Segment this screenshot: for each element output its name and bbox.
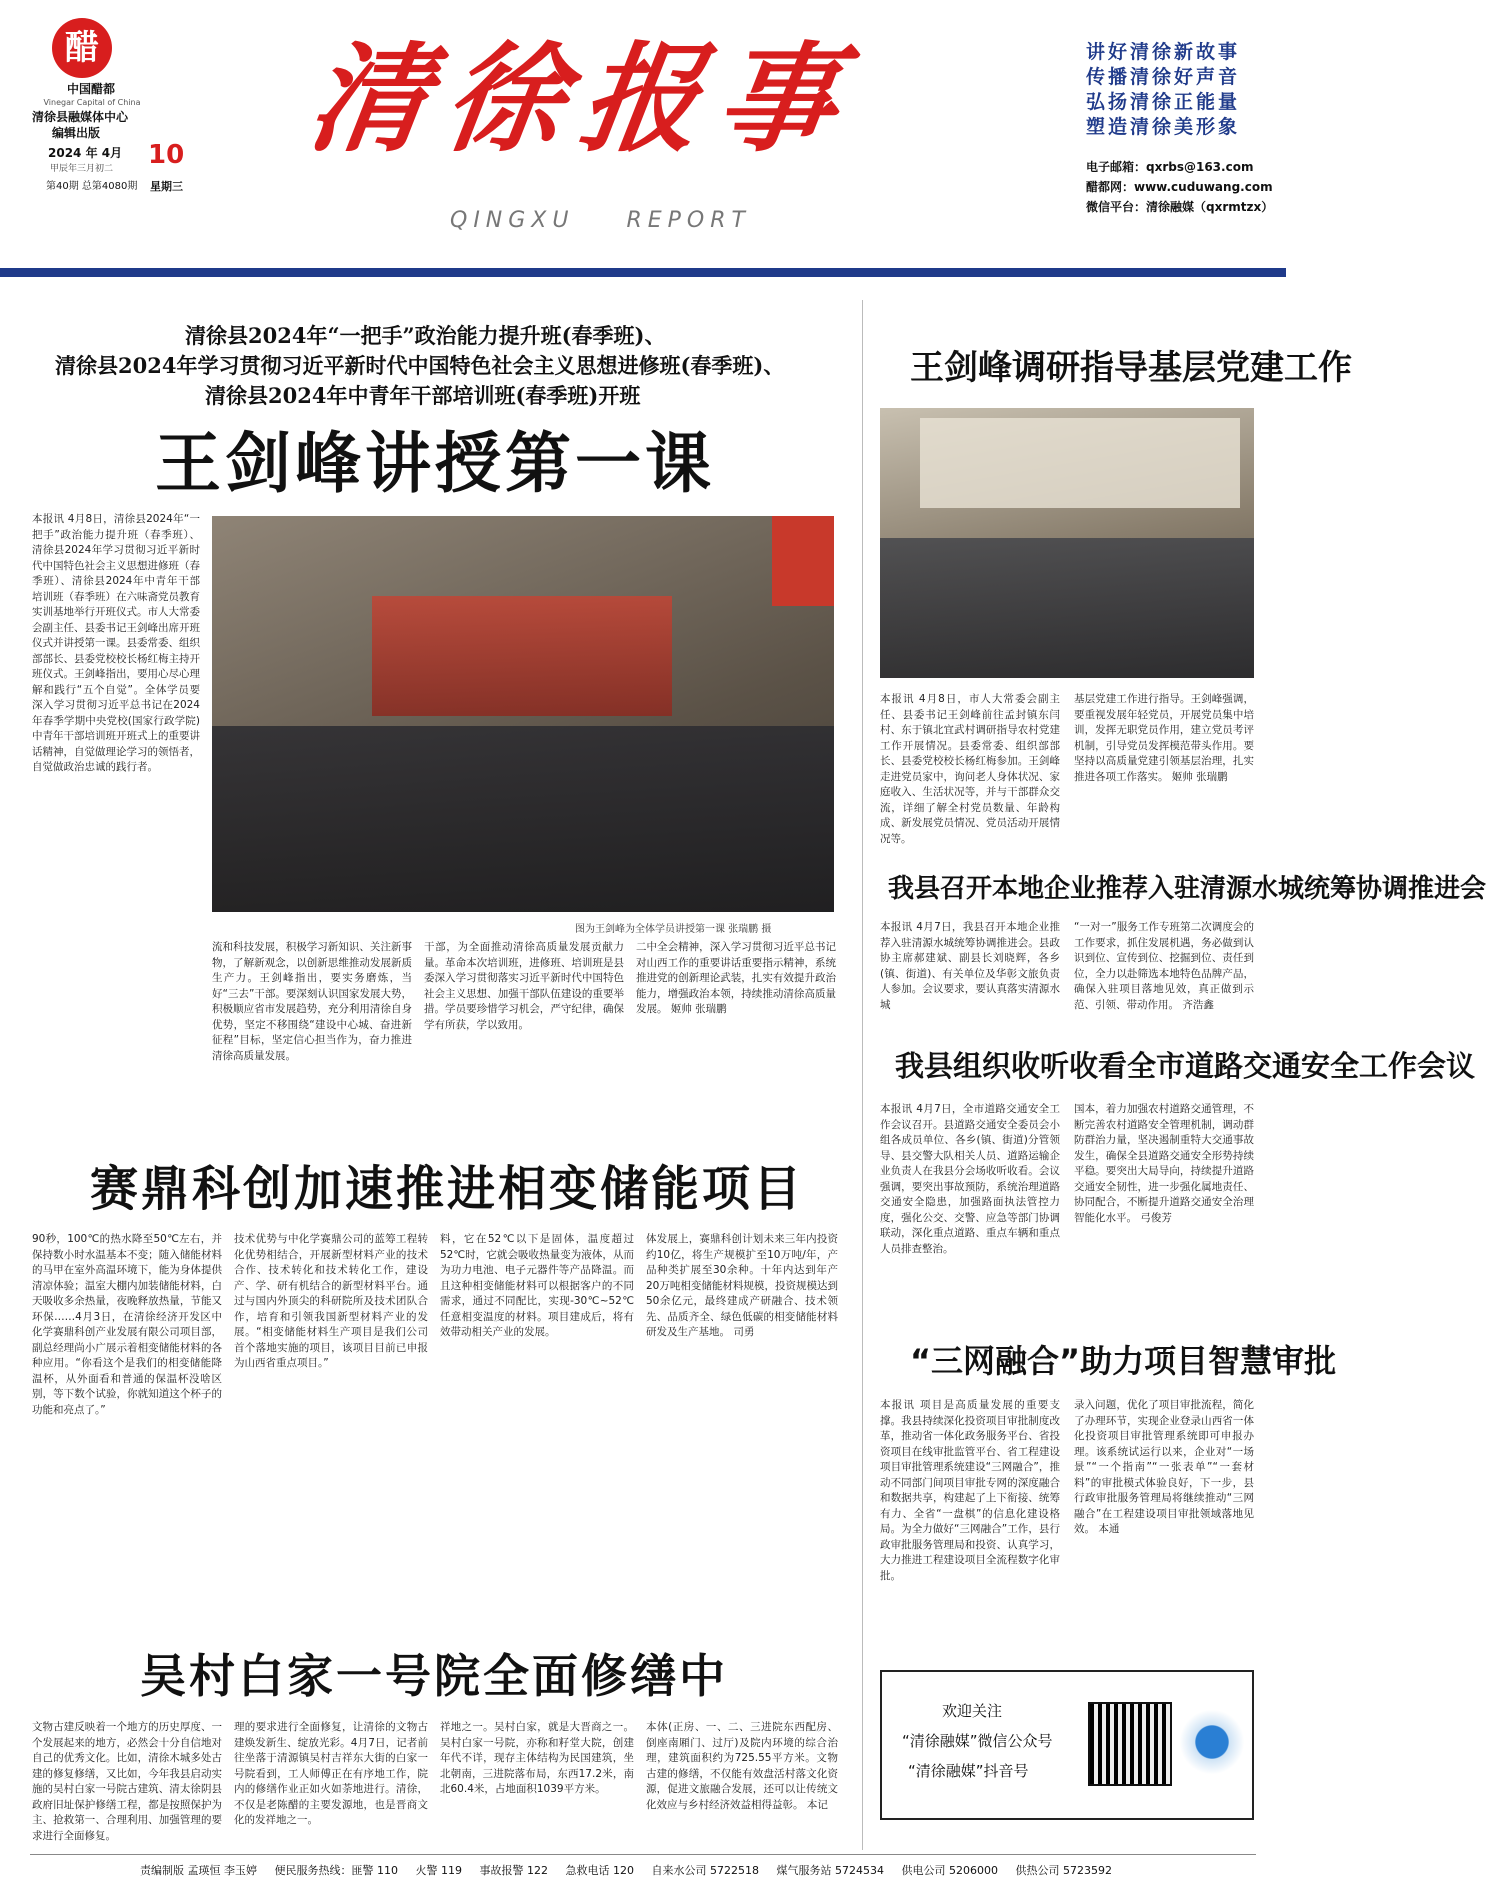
slogan-2: 传播清徐好声音: [1086, 66, 1241, 88]
right1-col-1: 本报讯 4月8日，市人大常委会副主任、县委书记王剑峰前往孟封镇东闫村、东于镇北宜武村调研指导农村党建工作开展情况。县委常委、组织部部长、县委党校校长杨红梅参加。王剑峰走进党员家中，询问老人身体状况、家庭收入、生活状况等，并与干部群众交流，详细了解全村党员数量、年龄构成、新发展党员情况、党员活动开展情况等。: [880, 693, 1060, 845]
right1-photo: [880, 408, 1254, 678]
footer-hotline-2: 火警 119: [415, 1864, 462, 1877]
city-brand: 中国醋都: [66, 82, 115, 96]
footer-divider: [30, 1854, 1256, 1855]
lead-col-4: 二中全会精神，深入学习贯彻习近平总书记对山西工作的重要讲话重要指示精神，系统推进党的创新理论武装，扎实有效提升政治能力，增强政治本领，持续推动清徐高质量发展。 姬帅 张瑞鹏: [636, 941, 836, 1015]
right4-headline: “三网融合”助力项目智慧审批: [910, 1342, 1337, 1380]
footer-hotline-3: 事故报警 122: [479, 1864, 548, 1877]
footer: [140, 1864, 1126, 1878]
article2-col-3: 料，它在52℃以下是固体，温度超过52℃时，它就会吸收热量变为液体，从而为功力电池、电子元器件等产品降温。而且这种相变储能材料可以根据客户的不同需求，通过不同配比，实现-30℃~52℃任意相变温度的材料。项目建成后，将有效带动相关产业的发展。: [440, 1233, 634, 1338]
promo-line-1: 欢迎关注: [942, 1702, 1003, 1720]
lead-subtitle-2: 清徐县2024年学习贯彻习近平新时代中国特色社会主义思想进修班(春季班)、: [55, 353, 785, 378]
issue-day: 10: [148, 140, 185, 170]
footer-hotline-4: 急救电话 120: [565, 1864, 634, 1877]
footer-hotline-5: 自来水公司 5722518: [651, 1864, 759, 1877]
lead-col-3: 干部，为全面推动清徐高质量发展贡献力量。革命本次培训班，进修班、培训班是县委深入学习贯彻落实习近平新时代中国特色社会主义思想、加强干部队伍建设的重要举措。学员要珍惜学习机会，严守纪律，确保学有所获，学以致用。: [424, 941, 624, 1031]
article3-col-3: 祥地之一。吴村白家，就是大晋商之一。吴村白家一号院，亦称和籽堂大院，创建年代不详，现存主体结构为民国建筑，坐北朝南，三进院落布局，东西17.2米，南北60.4米，占地面积1039平方米。: [440, 1721, 634, 1795]
masthead-title-en: QINGXU REPORT: [450, 208, 751, 233]
masthead-divider: [0, 268, 1286, 277]
right2-headline: 我县召开本地企业推荐入驻清源水城统筹协调推进会: [888, 874, 1486, 904]
weekday: 星期三: [150, 180, 183, 193]
photo-wall: [920, 418, 1240, 508]
issue-date: 2024 年 4月: [48, 146, 123, 160]
slogans: [1086, 40, 1240, 140]
right1-headline: 王剑峰调研指导基层党建工作: [910, 348, 1352, 388]
footer-hotline-8: 供热公司 5723592: [1015, 1864, 1112, 1877]
right3-headline: 我县组织收听收看全市道路交通安全工作会议: [895, 1049, 1476, 1083]
lead-photo-caption: 图为王剑峰为全体学员讲授第一课 张瑞鹏 摄: [575, 924, 772, 935]
issue-number: 第40期 总第4080期: [46, 181, 138, 192]
footer-hotline-1: 便民服务热线：匪警 110: [274, 1864, 398, 1877]
photo-audience: [212, 726, 834, 912]
slogan-4: 塑造清徐美形象: [1086, 116, 1241, 138]
lead-subtitle-3: 清徐县2024年中青年干部培训班(春季班)开班: [205, 383, 641, 408]
city-brand-en: Vinegar Capital of China: [43, 98, 141, 107]
article3-col-1: 文物古建反映着一个地方的历史厚度、一个发展起来的地方，必然会十分自信地对自己的优秀文化。比如，清徐木城多处古建的修复修缮，又比如，今年我县启动实施的吴村白家一号院古建筑、清太徐阴县政府旧址保护修缮工程，都是按照保护为主、抢救第一、合理利用、加强管理的要求进行全面修复。: [32, 1721, 222, 1842]
contact-email: 电子邮箱：qxrbs@163.com: [1086, 160, 1254, 174]
column-divider: [862, 300, 863, 1850]
footer-hotline-6: 煤气服务站 5724534: [776, 1864, 884, 1877]
photo-stage: [372, 596, 672, 716]
right4-col-1: 本报讯 项目是高质量发展的重要支撑。我县持续深化投资项目审批制度改革，推动省一体化政务服务平台、省投资项目在线审批监管平台、省工程建设项目审批管理系统建设“三网融合”，推动不同部门间项目审批专网的深度融合和数据共享，构建起了上下衔接、统筹有力、全省“一盘棋”的信息化建设格局。为全力做好“三网融合”工作，县行政审批服务管理局和投资、认真学习，大力推进工程建设项目全流程数字化审批。: [880, 1399, 1060, 1582]
photo-screen: [772, 516, 834, 606]
lead-col-2: 流和科技发展，积极学习新知识、关注新事物，了解新观念，以创新思维推动发展新质生产力。王剑峰指出，要实务磨炼，当好“三去”干部。要深刻认识国家发展大势，积极顺应省市发展趋势，充分利用清徐自身优势，坚定不移围绕“建设中心城、奋进新征程”目标，坚定信心担当作为，奋力推进清徐高质量发展。: [212, 941, 412, 1062]
promo-box: [880, 1670, 1254, 1820]
right3-col-2: 国本，着力加强农村道路交通管理，不断完善农村道路安全管理机制，调动群防群治力量，坚决遏制重特大交通事故发生，确保全县道路交通安全形势持续平稳。要突出大局导向，持续提升道路交通安全韧性，进一步强化属地责任、协同配合，不断提升道路交通安全治理智能化水平。 弓俊芳: [1074, 1103, 1254, 1224]
right4-col-2: 录入问题，优化了项目审批流程，简化了办理环节，实现企业登录山西省一体化投资项目审批管理系统即可申报办理。该系统试运行以来，企业对“一场景”“一个指南”“一张表单”“一套材料”的审批模式体验良好，下一步，县行政审批服务管理局将继续推动“三网融合”在工程建设项目审批领域落地见效。 本通: [1074, 1399, 1254, 1535]
publisher: 清徐县融媒体中心: [32, 110, 129, 124]
contact-website: 醋都网：www.cuduwang.com: [1086, 180, 1273, 194]
article2-col-4: 体发展上，赛鼎科创计划未来三年内投资约10亿，将生产规模扩至10万吨/年，产品种类扩展至30余种。十年内达到年产20万吨相变储能材料规模，投资规模达到50余亿元，最终建成产研融合、技术领先、品质齐全、绿色低碳的相变储能材料研发及生产基地。 司勇: [646, 1233, 838, 1338]
lead-subtitle-1: 清徐县2024年“一把手”政治能力提升班(春季班)、: [185, 323, 666, 348]
qr-code-icon[interactable]: [1088, 1702, 1172, 1786]
masthead-title: 清徐报事: [300, 29, 864, 168]
city-logo: 醋: [52, 18, 112, 78]
article2-col-2: 技术优势与中化学赛鼎公司的蓝筹工程转化优势相结合，开展新型材料产业的技术合作、技术转化和技术转化工作，建设产、学、研有机结合的新型材料平台。通过与国内外顶尖的科研院所及技术团队合作，培育和引领我国新型材料产业的发展。“相变储能材料生产项目是我们公司首个落地实施的项目，该项目目前已申报为山西省重点项目。”: [234, 1233, 428, 1369]
article3-col-2: 理的要求进行全面修复，让清徐的文物古建焕发新生、绽放光彩。4月7日，记者前往坐落于清源镇吴村吉祥东大街的白家一号院看到，工人师傅正在有序地工作，院内的修缮作业正如火如荼地进行。清徐，不仅是老陈醋的主要发源地，也是晋商文化的发祥地之一。: [234, 1721, 428, 1826]
contact-wechat: 微信平台：清徐融媒（qxrmtzx）: [1086, 200, 1274, 214]
article2-headline: 赛鼎科创加速推进相变储能项目: [90, 1161, 805, 1217]
article3-headline: 吴村白家一号院全面修缮中: [140, 1649, 728, 1703]
lunar-date: 甲辰年三月初二: [50, 164, 114, 174]
slogan-3: 弘扬清徐正能量: [1086, 91, 1241, 113]
right2-col-2: “一对一”服务工作专班第二次调度会的工作要求，抓住发展机遇，务必做到认识到位、宣传到位、挖掘到位、责任到位，全力以赴筛选本地特色品牌产品，确保入驻项目落地见效，真正做到示范、引领、带动作用。 齐浩鑫: [1074, 921, 1254, 1011]
right1-col-2: 基层党建工作进行指导。王剑峰强调，要重视发展年轻党员，开展党员集中培训，发挥无职党员作用，建立党员考评机制，引导党员发挥模范带头作用。要坚持以高质量党建引领基层治理，扎实推进各项工作落实。 姬帅 张瑞鹏: [1074, 693, 1254, 783]
promo-line-2: “清徐融媒”微信公众号: [902, 1732, 1053, 1750]
footer-editors: 责编制版 孟瑛恒 李玉婷: [140, 1864, 257, 1877]
photo-people: [880, 538, 1254, 678]
publisher-sub: 编辑出版: [52, 126, 101, 140]
article3-col-4: 本体(正房、一、二、三进院东西配房、倒座南厢门、过厅)及院内环境的综合治理，建筑面积约为725.55平方米。文物古建的修缮，不仅能有效盘活村落文化资源，促进文旅融合发展，还可以让传统文化效应与乡村经济效益相得益彰。 本记: [646, 1721, 838, 1811]
lead-photo: [212, 516, 834, 912]
slogan-1: 讲好清徐新故事: [1086, 41, 1241, 63]
right2-col-1: 本报讯 4月7日，我县召开本地企业推荐入驻清源水城统筹协调推进会。县政协主席郝建斌、副县长刘晓辉，各乡(镇、街道)、有关单位及华彰文旅负责人参加。会议要求，要认真落实清源水城: [880, 921, 1060, 1011]
footer-hotline-7: 供电公司 5206000: [901, 1864, 998, 1877]
lead-headline: 王剑峰讲授第一课: [155, 425, 715, 502]
douyin-logo-icon[interactable]: [1176, 1702, 1248, 1782]
lead-col-1: 本报讯 4月8日，清徐县2024年“一把手”政治能力提升班（春季班）、清徐县2024年学习贯彻习近平新时代中国特色社会主义思想进修班（春季班）、清徐县2024年中青年干部培训班（春季班）在六味斋党员教育实训基地举行开班仪式。市人大常委会副主任、县委书记王剑峰出席开班仪式并讲授第一课。县委常委、组织部部长、县委党校校长杨红梅主持开班仪式。王剑峰指出，要用心尽心理解和践行“五个自觉”。全体学员要深入学习贯彻习近平总书记在2024年春季学期中央党校(国家行政学院)中青年干部培训班开班式上的重要讲话精神，自觉做理论学习的领悟者，自觉做政治忠诚的践行者。: [32, 513, 200, 773]
right3-col-1: 本报讯 4月7日，全市道路交通安全工作会议召开。县道路交通安全委员会小组各成员单位、各乡(镇、街道)分管领导、县交警大队相关人员、道路运输企业负责人在我县分会场收听收看。会议强调，要突出事故预防，系统治理道路交通安全隐患，加强路面执法管控力度，强化公交、交警、应急等部门协调联动，深化重点道路、重点车辆和重点人员排查整治。: [880, 1103, 1060, 1255]
article2-col-1: 90秒，100℃的热水降至50℃左右，并保持数小时水温基本不变；随入储能材料的马甲在室外高温环境下，能为身体提供清凉体验；温室大棚内加装储能材料，白天吸收多余热量，夜晚释放热量，节能又环保……4月3日，在清徐经济开发区中化学赛鼎科创产业发展有限公司项目部，副总经理尚小广展示着相变储能材料的各种应用。“你看这个是我们的相变储能降温杯，从外面看和普通的保温杯没啥区别，等下数个试验，你就知道这个杯子的功能和亮点了。”: [32, 1233, 222, 1416]
promo-line-3: “清徐融媒”抖音号: [908, 1762, 1029, 1780]
